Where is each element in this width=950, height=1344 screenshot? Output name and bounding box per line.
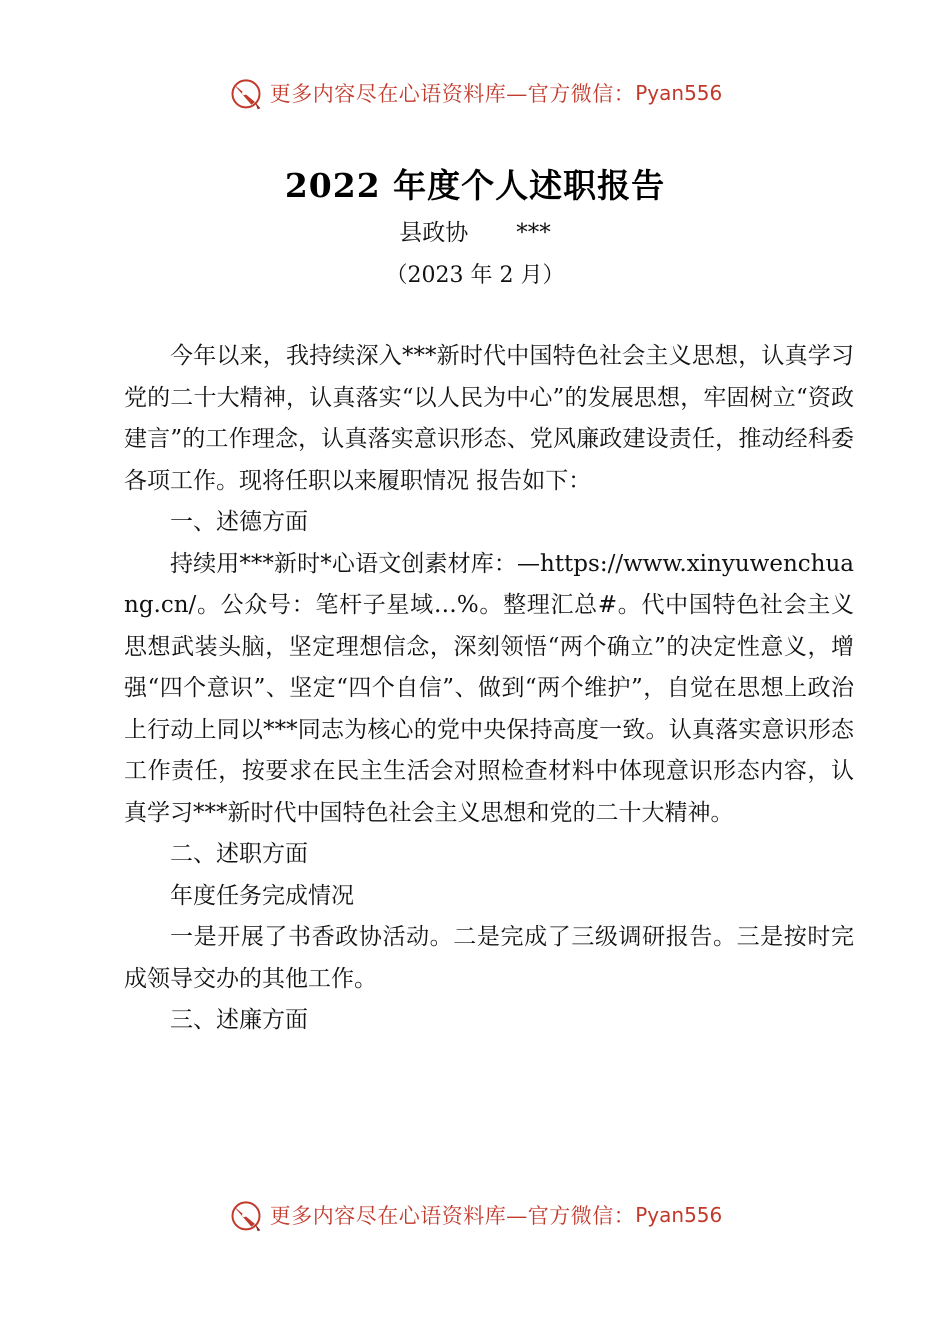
document-body bbox=[124, 336, 854, 1042]
subheading-annual-tasks: 年度任务完成情况 bbox=[170, 882, 354, 909]
document-title: 2022 年度个人述职报告 bbox=[284, 166, 666, 205]
morality-paragraph: 持续用***新时*心语文创素材库：—https://www.xinyuwenchuang.cn/。公众号：笔杆子星域…%。整理汇总#。代中国特色社会主义思想武装头脑，坚定理想信念，深刻领悟“两个确立”的决定性意义，增强“四个意识”、坚定“四个自信”、做到“两个维护”，自觉在思想上政治上行动上同以***同志为核心的党中央保持高度一致。认真落实意识形态工作责任，按要求在民主生活会对照检查材料中体现意识形态内容，认真学习***新时代中国特色社会主义思想和党的二十大精神。 bbox=[124, 550, 854, 826]
section-heading-duty: 二、述职方面 bbox=[170, 841, 308, 867]
header-banner bbox=[0, 73, 950, 113]
document-date: （2023 年 2 月） bbox=[385, 263, 565, 288]
section-heading-morality: 一、述德方面 bbox=[170, 509, 308, 535]
author-name: *** bbox=[516, 220, 551, 246]
banner-wechat-id: Pyan556 bbox=[635, 1203, 723, 1227]
pen-nib-logo-icon bbox=[228, 75, 264, 111]
author-line bbox=[0, 214, 950, 247]
banner-wechat-id: Pyan556 bbox=[635, 81, 723, 105]
tasks-paragraph: 一是开展了书香政协活动。二是完成了三级调研报告。三是按时完成领导交办的其他工作。 bbox=[124, 924, 854, 992]
banner-text: 更多内容尽在心语资料库—官方微信： bbox=[269, 1204, 636, 1228]
author-org: 县政协 bbox=[399, 220, 469, 246]
banner-text: 更多内容尽在心语资料库—官方微信： bbox=[269, 82, 636, 106]
footer-banner bbox=[0, 1195, 950, 1235]
section-heading-integrity: 三、述廉方面 bbox=[170, 1007, 308, 1033]
intro-paragraph: 今年以来，我持续深入***新时代中国特色社会主义思想，认真学习党的二十大精神，认真落实“以人民为中心”的发展思想，牢固树立“资政建言”的工作理念，认真落实意识形态、党风廉政建设责任，推动经科委各项工作。现将任职以来履职情况 报告如下： bbox=[124, 343, 854, 494]
pen-nib-logo-icon bbox=[228, 1197, 264, 1233]
